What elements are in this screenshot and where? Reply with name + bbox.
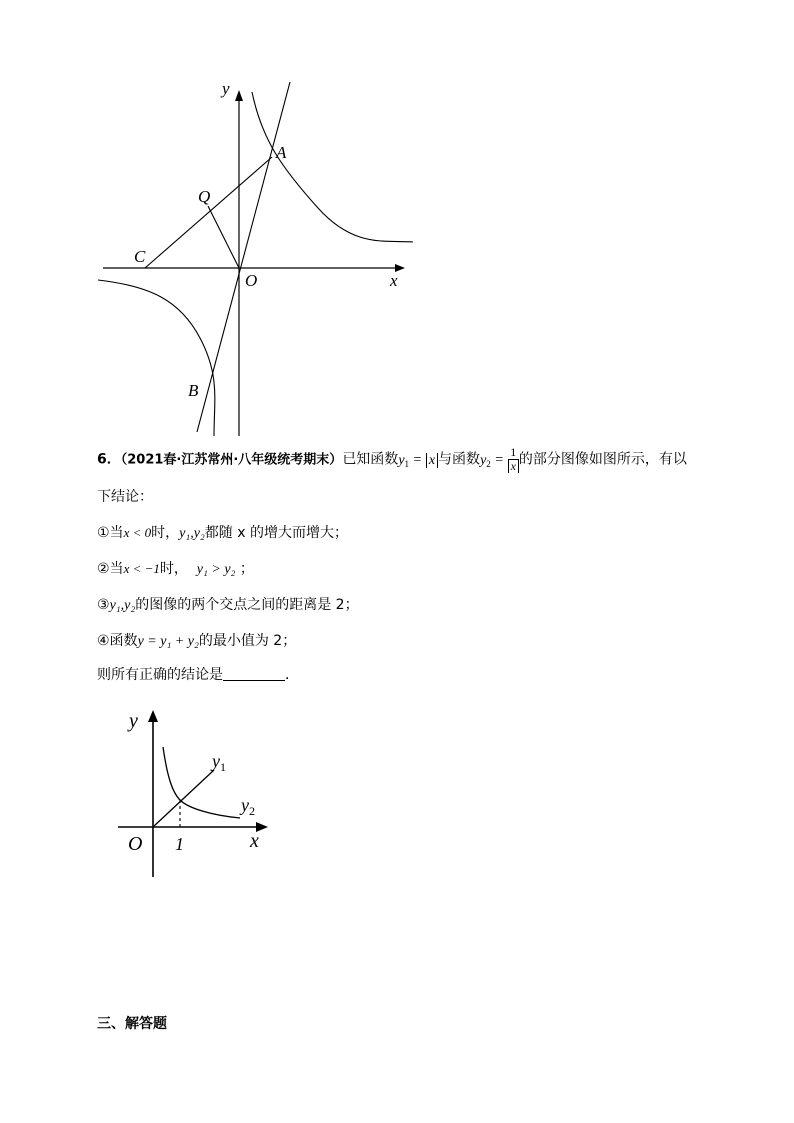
stem-part3: 的部分图像如图所示，有以 <box>518 451 687 468</box>
hyperbola-branch-upper <box>252 92 413 242</box>
fig2-y-arrow <box>148 710 158 722</box>
y1-line <box>153 770 214 827</box>
fig2-label-o: O <box>128 833 143 855</box>
answer-blank[interactable] <box>223 666 285 681</box>
line-ca <box>145 157 272 268</box>
label-y: y <box>222 79 230 98</box>
label-a: A <box>276 143 287 162</box>
conclusion-4: ④函数y = y₁ + y₂的最小值为 2； <box>97 633 297 649</box>
fig2-label-one: 1 <box>175 834 184 854</box>
line-ab <box>197 82 290 432</box>
fig2-label-y: y <box>129 710 138 732</box>
fig2-label-y2: $y_2$ <box>241 795 255 818</box>
question-6-stem-line2: 下结论： <box>97 489 153 505</box>
y-axis-arrow <box>235 90 243 101</box>
stem-part2: 与函数 <box>438 451 481 468</box>
abs-x: x <box>426 453 438 468</box>
label-o: O <box>245 271 258 290</box>
label-c: C <box>134 247 146 266</box>
conclusion-3: ③y₁,y₂的图像的两个交点之间的距离是 2； <box>97 597 359 613</box>
segment-qo <box>208 206 239 268</box>
label-q: Q <box>198 187 211 206</box>
stem-part1: 已知函数 <box>342 451 399 468</box>
label-x: x <box>390 271 398 290</box>
conclusion-2: ②当x < −1时， y₁ > y₂ ； <box>97 561 254 577</box>
figure-1-diagram <box>95 72 425 440</box>
question-6-ask: 则所有正确的结论是 ． <box>97 667 299 683</box>
fig2-label-x: x <box>250 830 259 852</box>
y1-symbol: $y_1$ <box>398 452 410 469</box>
equals-1: = <box>413 452 422 468</box>
fraction-one-over-abs-x: $\frac{1}{x}$ <box>508 446 519 473</box>
question-source: （2021春·江苏常州·八年级统考期末） <box>120 452 343 468</box>
fig2-label-y1: $y_1$ <box>212 751 226 774</box>
y2-symbol: $y_2$ <box>480 452 491 469</box>
label-b: B <box>188 381 199 400</box>
hyperbola-branch-lower <box>98 280 215 436</box>
figure-2-graph <box>112 704 272 880</box>
equals-2: = <box>495 452 504 468</box>
section-3-title: 三、解答题 <box>97 1016 167 1032</box>
question-6-stem-line1 <box>97 446 687 474</box>
question-number: 6． <box>97 451 121 468</box>
conclusion-1: ①当x < 0时，y₁,y₂都随 x 的增大而增大； <box>97 525 348 541</box>
